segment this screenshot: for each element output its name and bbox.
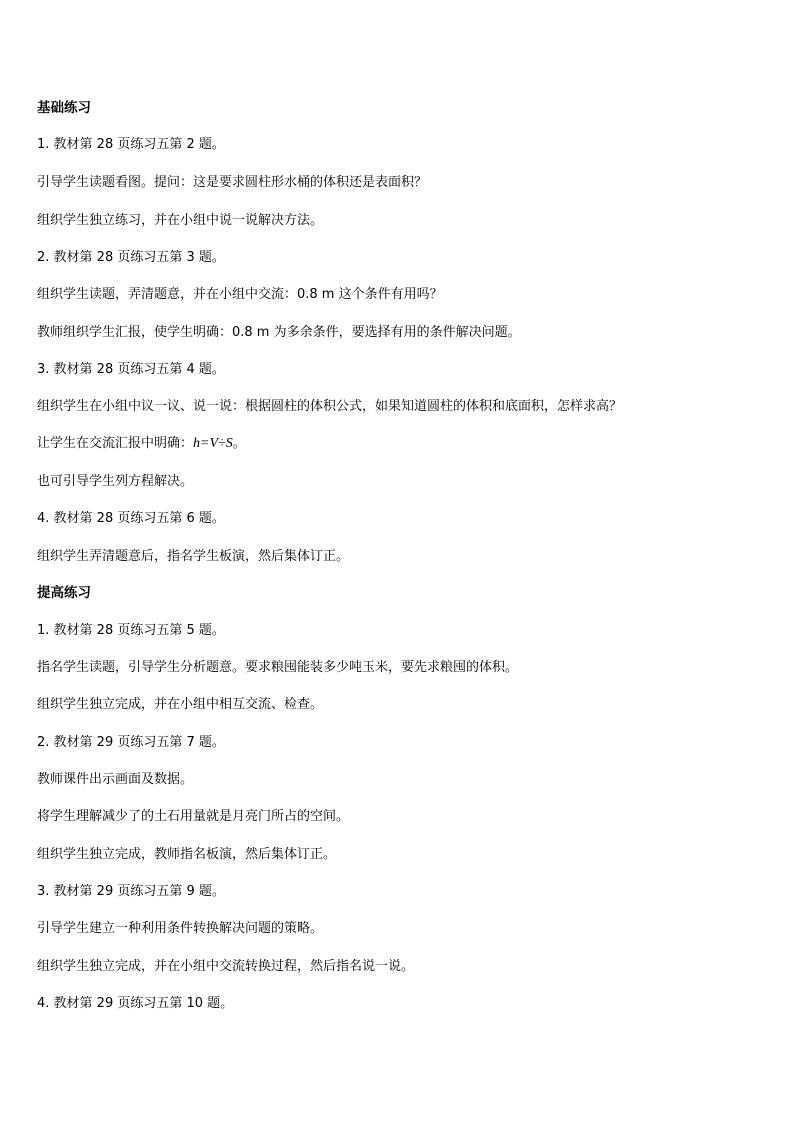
paragraph: 3. 教材第 28 页练习五第 4 题。	[37, 362, 225, 377]
paragraph: 1. 教材第 28 页练习五第 5 题。	[37, 623, 225, 638]
formula-paragraph	[37, 435, 246, 453]
paragraph: 指名学生读题，引导学生分析题意。要求粮囤能装多少吨玉米，要先求粮囤的体积。	[37, 660, 519, 675]
paragraph: 引导学生读题看图。提问：这是要求圆柱形水桶的体积还是表面积？	[37, 175, 428, 190]
paragraph: 教师课件出示画面及数据。	[37, 772, 194, 787]
paragraph: 教师组织学生汇报，使学生明确：0.8 m 为多余条件，要选择有用的条件解决问题。	[37, 325, 521, 340]
formula-suffix: 。	[232, 436, 246, 451]
paragraph: 组织学生独立完成，并在小组中交流转换过程，然后指名说一说。	[37, 959, 415, 974]
paragraph: 组织学生独立完成，教师指名板演，然后集体订正。	[37, 847, 337, 862]
formula-prefix: 让学生在交流汇报中明确：	[37, 436, 194, 451]
paragraph: 组织学生独立练习，并在小组中说一说解决方法。	[37, 213, 324, 228]
paragraph: 组织学生独立完成，并在小组中相互交流、检查。	[37, 697, 324, 712]
section-heading-basic: 基础练习	[37, 100, 91, 116]
paragraph: 也可引导学生列方程解决。	[37, 474, 194, 489]
paragraph: 3. 教材第 29 页练习五第 9 题。	[37, 884, 225, 899]
paragraph: 组织学生在小组中议一议、说一说：根据圆柱的体积公式，如果知道圆柱的体积和底面积，怎样求高？	[37, 399, 623, 414]
paragraph: 组织学生读题，弄清题意，并在小组中交流：0.8 m 这个条件有用吗？	[37, 287, 443, 302]
paragraph: 1. 教材第 28 页练习五第 2 题。	[37, 137, 225, 152]
paragraph: 将学生理解减少了的土石用量就是月亮门所占的空间。	[37, 809, 350, 824]
paragraph: 4. 教材第 28 页练习五第 6 题。	[37, 511, 225, 526]
formula: h=V÷S	[193, 436, 233, 451]
paragraph: 4. 教材第 29 页练习五第 10 题。	[37, 996, 234, 1011]
paragraph: 2. 教材第 28 页练习五第 3 题。	[37, 250, 225, 265]
paragraph: 引导学生建立一种利用条件转换解决问题的策略。	[37, 921, 324, 936]
paragraph: 2. 教材第 29 页练习五第 7 题。	[37, 735, 225, 750]
section-heading-advanced: 提高练习	[37, 585, 91, 601]
paragraph: 组织学生弄清题意后，指名学生板演，然后集体订正。	[37, 549, 350, 564]
